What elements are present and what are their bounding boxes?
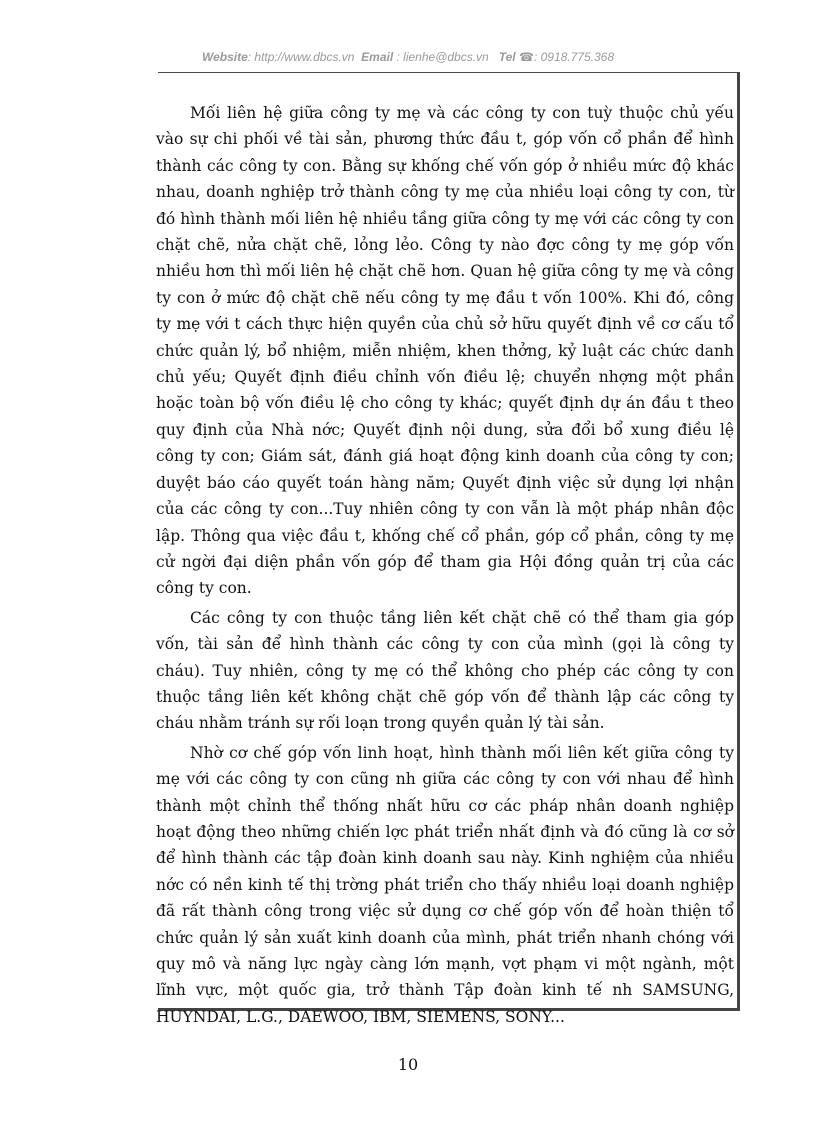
website-url: : http://www.dbcs.vn <box>247 50 355 64</box>
right-border-rule <box>737 72 740 1010</box>
paragraph-1: Mối liên hệ giữa công ty mẹ và các công ty con tuỳ thuộc chủ yếu vào sự chi phối về tài sản, phương thức đầu t, góp vốn cổ phần để hình thành các công ty con. Bằng sự khống chế vốn góp ở nhiều mức độ khác nhau, doanh nghiệp trở thành công ty mẹ của nhiều loại công ty con, từ đó hình thành mối liên hệ nhiều tầng giữa công ty mẹ với các công ty con chặt chẽ, nửa chặt chẽ, lỏng lẻo. Công ty nào đợc công ty mẹ góp vốn nhiều hơn thì mối liên hệ chặt chẽ hơn. Quan hệ giữa công ty mẹ và công ty con ở mức độ chặt chẽ nếu công ty mẹ đầu t vốn 100%. Khi đó, công ty mẹ với t cách thực hiện quyền của chủ sở hữu quyết định về cơ cấu tổ chức quản lý, bổ nhiệm, miễn nhiệm, khen thởng, kỷ luật các chức danh chủ yếu; Quyết định điều chỉnh vốn điều lệ; chuyển nhợng một phần hoặc toàn bộ vốn điều lệ cho công ty khác; quyết định dự án đầu t theo quy định của Nhà nớc; Quyết định nội dung, sửa đổi bổ xung điều lệ công ty con; Giám sát, đánh giá hoạt động kinh doanh của công ty con; duyệt báo cáo quyết toán hàng năm; Quyết định việc sử dụng lợi nhận của các công ty con...Tuy nhiên công ty con vẫn là một pháp nhân độc lập. Thông qua việc đầu t, khống chế cổ phần, góp cổ phần, công ty mẹ cử ngời đại diện phần vốn góp để tham gia Hội đồng quản trị của các công ty con. <box>156 104 734 598</box>
tel-label: Tel <box>498 50 516 64</box>
page-header <box>0 50 816 64</box>
header-rule <box>158 72 738 73</box>
paragraph-2: Các công ty con thuộc tầng liên kết chặt chẽ có thể tham gia góp vốn, tài sản để hình thành các công ty con của mình (gọi là công ty cháu). Tuy nhiên, công ty mẹ có thể không cho phép các công ty con thuộc tầng liên kết không chặt chẽ góp vốn để thành lập các công ty cháu nhằm tránh sự rối loạn trong quyền quản lý tài sản. <box>156 608 734 733</box>
website-label: Website <box>201 50 248 64</box>
email-label: Email <box>361 50 394 64</box>
body-text <box>156 100 734 1030</box>
email-address: : lienhe@dbcs.vn <box>396 50 489 64</box>
paragraph-3: Nhờ cơ chế góp vốn linh hoạt, hình thành mối liên kết giữa công ty mẹ với các công ty con cũng nh giữa các công ty con với nhau để hình thành một chỉnh thể thống nhất hữu cơ các pháp nhân doanh nghiệp hoạt động theo những chiến lợc phát triển nhất định và đó cũng là cơ sở để hình thành các tập đoàn kinh doanh sau này. Kinh nghiệm của nhiều nớc có nền kinh tế thị trờng phát triển cho thấy nhiều loại doanh nghiệp đã rất thành công trong việc sử dụng cơ chế góp vốn để hoàn thiện tổ chức quản lý sản xuất kinh doanh của mình, phát triển nhanh chóng với quy mô và năng lực ngày càng lớn mạnh, vợt phạm vi một ngành, một lĩnh vực, một quốc gia, trở thành Tập đoàn kinh tế nh SAMSUNG, HUYNDAI, L.G., DAEWOO, IBM, SIEMENS, SONY... <box>156 743 734 1026</box>
page-number: 10 <box>397 1055 419 1074</box>
phone-number: ☎: 0918.775.368 <box>519 50 615 64</box>
